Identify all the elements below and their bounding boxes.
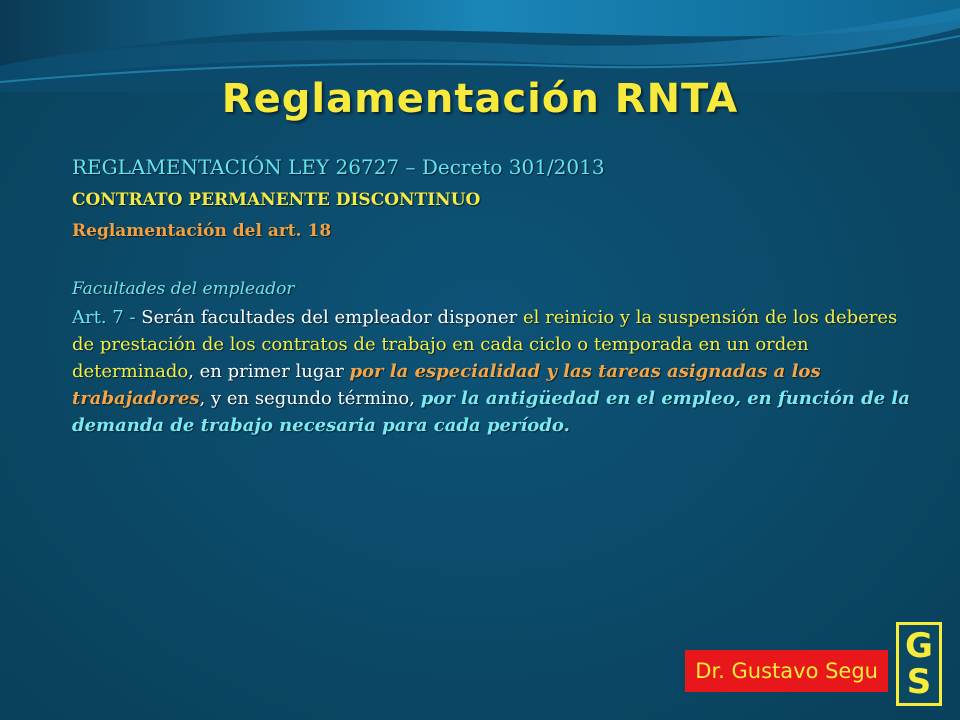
regulation-article-heading: Reglamentación del art. 18: [72, 221, 332, 241]
slide-content: [72, 150, 922, 439]
contract-type-heading: CONTRATO PERMANENTE DISCONTINUO: [72, 190, 481, 210]
article-part-6: por la antigüedad en el empleo, en función de la demanda de trabajo necesaria para cada período.: [72, 388, 910, 436]
law-subtitle: REGLAMENTACIÓN LEY 26727 – Decreto 301/2013: [72, 155, 605, 179]
logo-monogram: [896, 622, 942, 706]
author-logo: [685, 624, 942, 706]
article-part-5: , y en segundo término,: [199, 388, 421, 409]
logo-letter-s: S: [906, 662, 932, 702]
section-heading: Facultades del empleador: [72, 279, 295, 299]
logo-letter-g: G: [905, 626, 933, 666]
article-part-4: por la especialidad y las tareas asignadas a los trabajadores: [72, 361, 821, 409]
article-part-2: el reinicio y la suspensión de los deberes de prestación de los contratos de trabajo en cada ciclo o temporada en un orden determinado: [72, 307, 898, 382]
article-part-3: , en primer lugar: [188, 361, 350, 382]
article-paragraph: [72, 304, 922, 439]
article-part-1: Serán facultades del empleador disponer: [141, 307, 523, 328]
slide-title: Reglamentación RNTA: [221, 76, 739, 122]
logo-author-name: Dr. Gustavo Segu: [685, 650, 888, 692]
article-prefix: Art. 7 -: [72, 307, 142, 328]
